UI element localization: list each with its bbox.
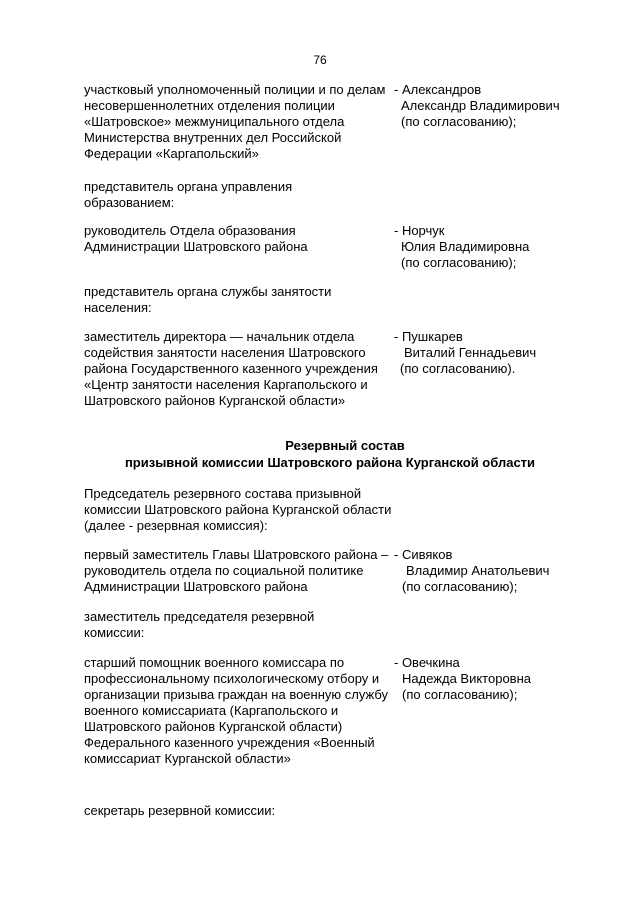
section-label-employment: представитель органа службы занятости населения: <box>84 284 332 315</box>
member-given-names: Виталий Геннадьевич <box>404 345 537 360</box>
member-surname: - Норчук <box>394 223 445 238</box>
reserve-deputy-label: заместитель председателя резервной комиссии: <box>84 609 315 640</box>
member-surname: - Александров <box>394 82 482 97</box>
member-name-block <box>394 223 594 271</box>
member-position: участковый уполномоченный полиции и по делам несовершеннолетних отделения полиции «Шатровское» межмуниципального отдела Министерства внутренних дел Российской Федерации «Каргапольский» <box>84 82 386 161</box>
member-name-block <box>394 547 594 595</box>
member-note: (по согласованию); <box>401 255 517 270</box>
member-name-block <box>394 655 594 703</box>
member-surname: - Пушкарев <box>394 329 463 344</box>
member-position: первый заместитель Главы Шатровского района – руководитель отдела по социальной политике Администрации Шатровского района <box>84 547 389 594</box>
member-note: (по согласованию); <box>402 579 518 594</box>
member-surname: - Сивяков <box>394 547 453 562</box>
reserve-heading-line2: призывной комиссии Шатровского района Курганской области <box>124 455 536 470</box>
member-given-names: Александр Владимирович <box>401 98 560 113</box>
member-position: заместитель директора — начальник отдела содействия занятости населения Шатровского района Государственного казенного учреждения «Центр занятости населения Каргапольского и Шатровского районов Курганской области» <box>84 329 378 408</box>
member-given-names: Надежда Викторовна <box>402 671 531 686</box>
reserve-chairman-label: Председатель резервного состава призывной комиссии Шатровского района Курганской области (далее - резервная комиссия): <box>84 486 392 533</box>
member-position: старший помощник военного комиссара по профессиональному психологическому отбору и организации призыва граждан на военную службу военного комиссариата (Каргапольского и Шатровского районов Курганской области) Федерального казенного учреждения «Военный комиссариат Курганской области» <box>84 655 388 766</box>
member-note: (по согласованию); <box>402 687 518 702</box>
member-name-block <box>394 329 594 377</box>
reserve-secretary-label: секретарь резервной комиссии: <box>84 803 276 818</box>
member-surname: - Овечкина <box>394 655 460 670</box>
member-note: (по согласованию); <box>401 114 517 129</box>
member-note: (по согласованию). <box>400 361 516 376</box>
member-given-names: Юлия Владимировна <box>401 239 530 254</box>
reserve-heading-line1: Резервный состав <box>285 438 405 453</box>
section-label-education: представитель органа управления образованием: <box>84 179 293 210</box>
page-number: 76 <box>313 53 327 67</box>
member-given-names: Владимир Анатольевич <box>406 563 550 578</box>
member-name-block <box>394 82 594 130</box>
member-position: руководитель Отдела образования Администрации Шатровского района <box>84 223 308 254</box>
reserve-heading <box>0 437 640 471</box>
